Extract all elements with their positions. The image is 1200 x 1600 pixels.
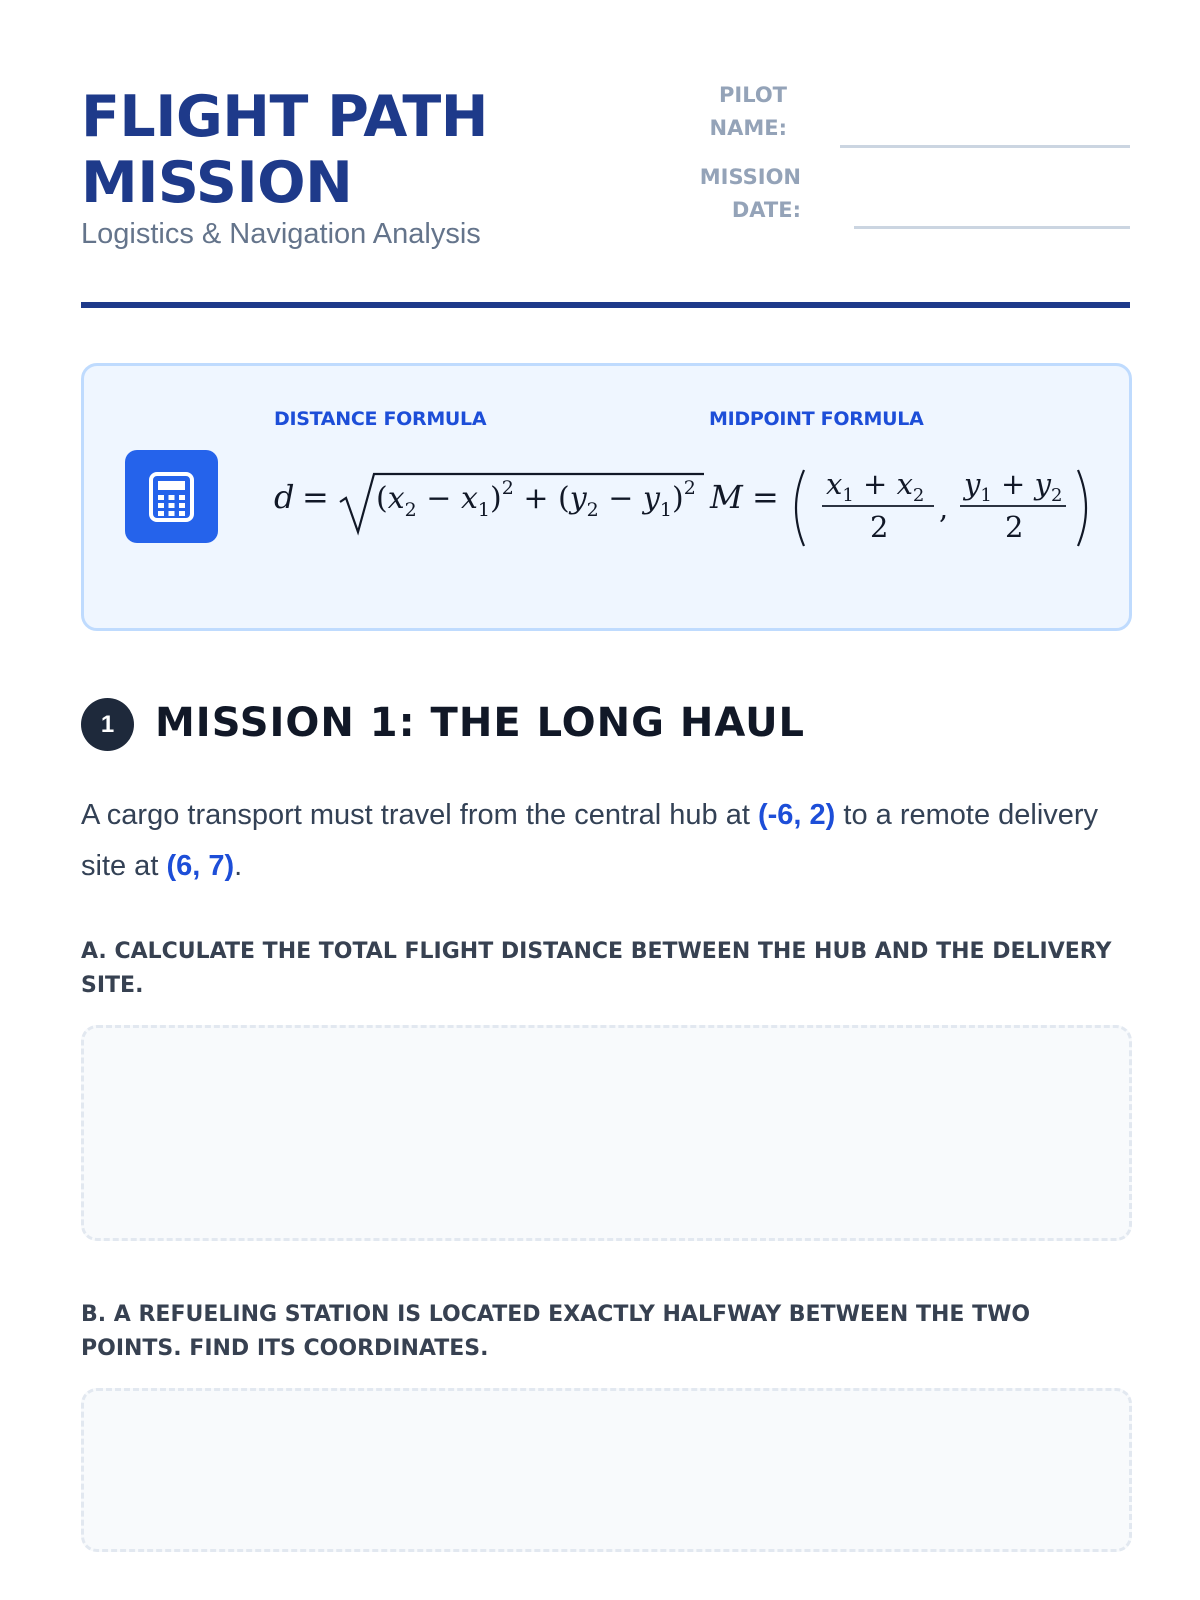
midpoint-y-numerator: $y_1 + y_2$: [964, 467, 1063, 506]
mission-date-label: [700, 161, 801, 227]
distance-equals: =: [302, 478, 329, 516]
description-text-3: .: [234, 850, 243, 882]
calculator-icon: [149, 472, 194, 522]
page-title: [81, 84, 488, 216]
question-a: A. CALCULATE THE TOTAL FLIGHT DISTANCE BETWEEN THE HUB AND THE DELIVERY SITE.: [81, 939, 1112, 998]
calculator-tile: [125, 450, 218, 543]
mission-description: [81, 790, 1141, 892]
date-label-line-1: MISSION: [699, 165, 801, 189]
delivery-coordinates: (6, 7): [166, 850, 235, 882]
midpoint-formula: [708, 458, 1100, 558]
midpoint-x-denominator: 2: [870, 510, 889, 544]
midpoint-x-numerator: $x_1 + x_2$: [826, 467, 925, 506]
title-line-2: MISSION: [81, 150, 353, 216]
page-subtitle: Logistics & Navigation Analysis: [81, 218, 481, 250]
mission-title: MISSION 1: THE LONG HAUL: [155, 700, 806, 746]
distance-formula: [270, 462, 710, 542]
answer-box-b[interactable]: [81, 1388, 1132, 1552]
answer-box-a[interactable]: [81, 1025, 1132, 1241]
distance-symbol: d: [274, 478, 295, 516]
midpoint-equals: =: [752, 478, 779, 516]
mission-date-field[interactable]: [854, 226, 1130, 229]
pilot-label-line-1: PILOT: [718, 83, 787, 107]
midpoint-y-denominator: 2: [1005, 510, 1024, 544]
distance-formula-label: DISTANCE FORMULA: [274, 408, 487, 430]
pilot-label-line-2: NAME:: [709, 116, 787, 140]
distance-radicand: $(x_2 - x_1)^2 + (y_2 - y_1)^2$: [376, 477, 696, 521]
midpoint-formula-label: MIDPOINT FORMULA: [709, 408, 924, 430]
header-divider: [81, 302, 1130, 308]
left-paren: [796, 470, 804, 546]
pilot-name-label: [710, 79, 787, 145]
midpoint-comma: ,: [939, 491, 949, 525]
description-text-1: A cargo transport must travel from the central hub at: [81, 799, 758, 831]
pilot-name-field[interactable]: [840, 145, 1130, 148]
date-label-line-2: DATE:: [731, 198, 801, 222]
hub-coordinates: (-6, 2): [757, 799, 836, 831]
description-text-2: to a remote delivery site at: [81, 799, 1099, 882]
title-line-1: FLIGHT PATH: [81, 84, 488, 150]
mission-number-badge: 1: [81, 698, 134, 751]
midpoint-symbol: M: [710, 478, 743, 516]
right-paren: [1078, 470, 1086, 546]
question-b: B. A REFUELING STATION IS LOCATED EXACTLY HALFWAY BETWEEN THE TWO POINTS. FIND ITS COORDINATES.: [81, 1302, 1031, 1361]
